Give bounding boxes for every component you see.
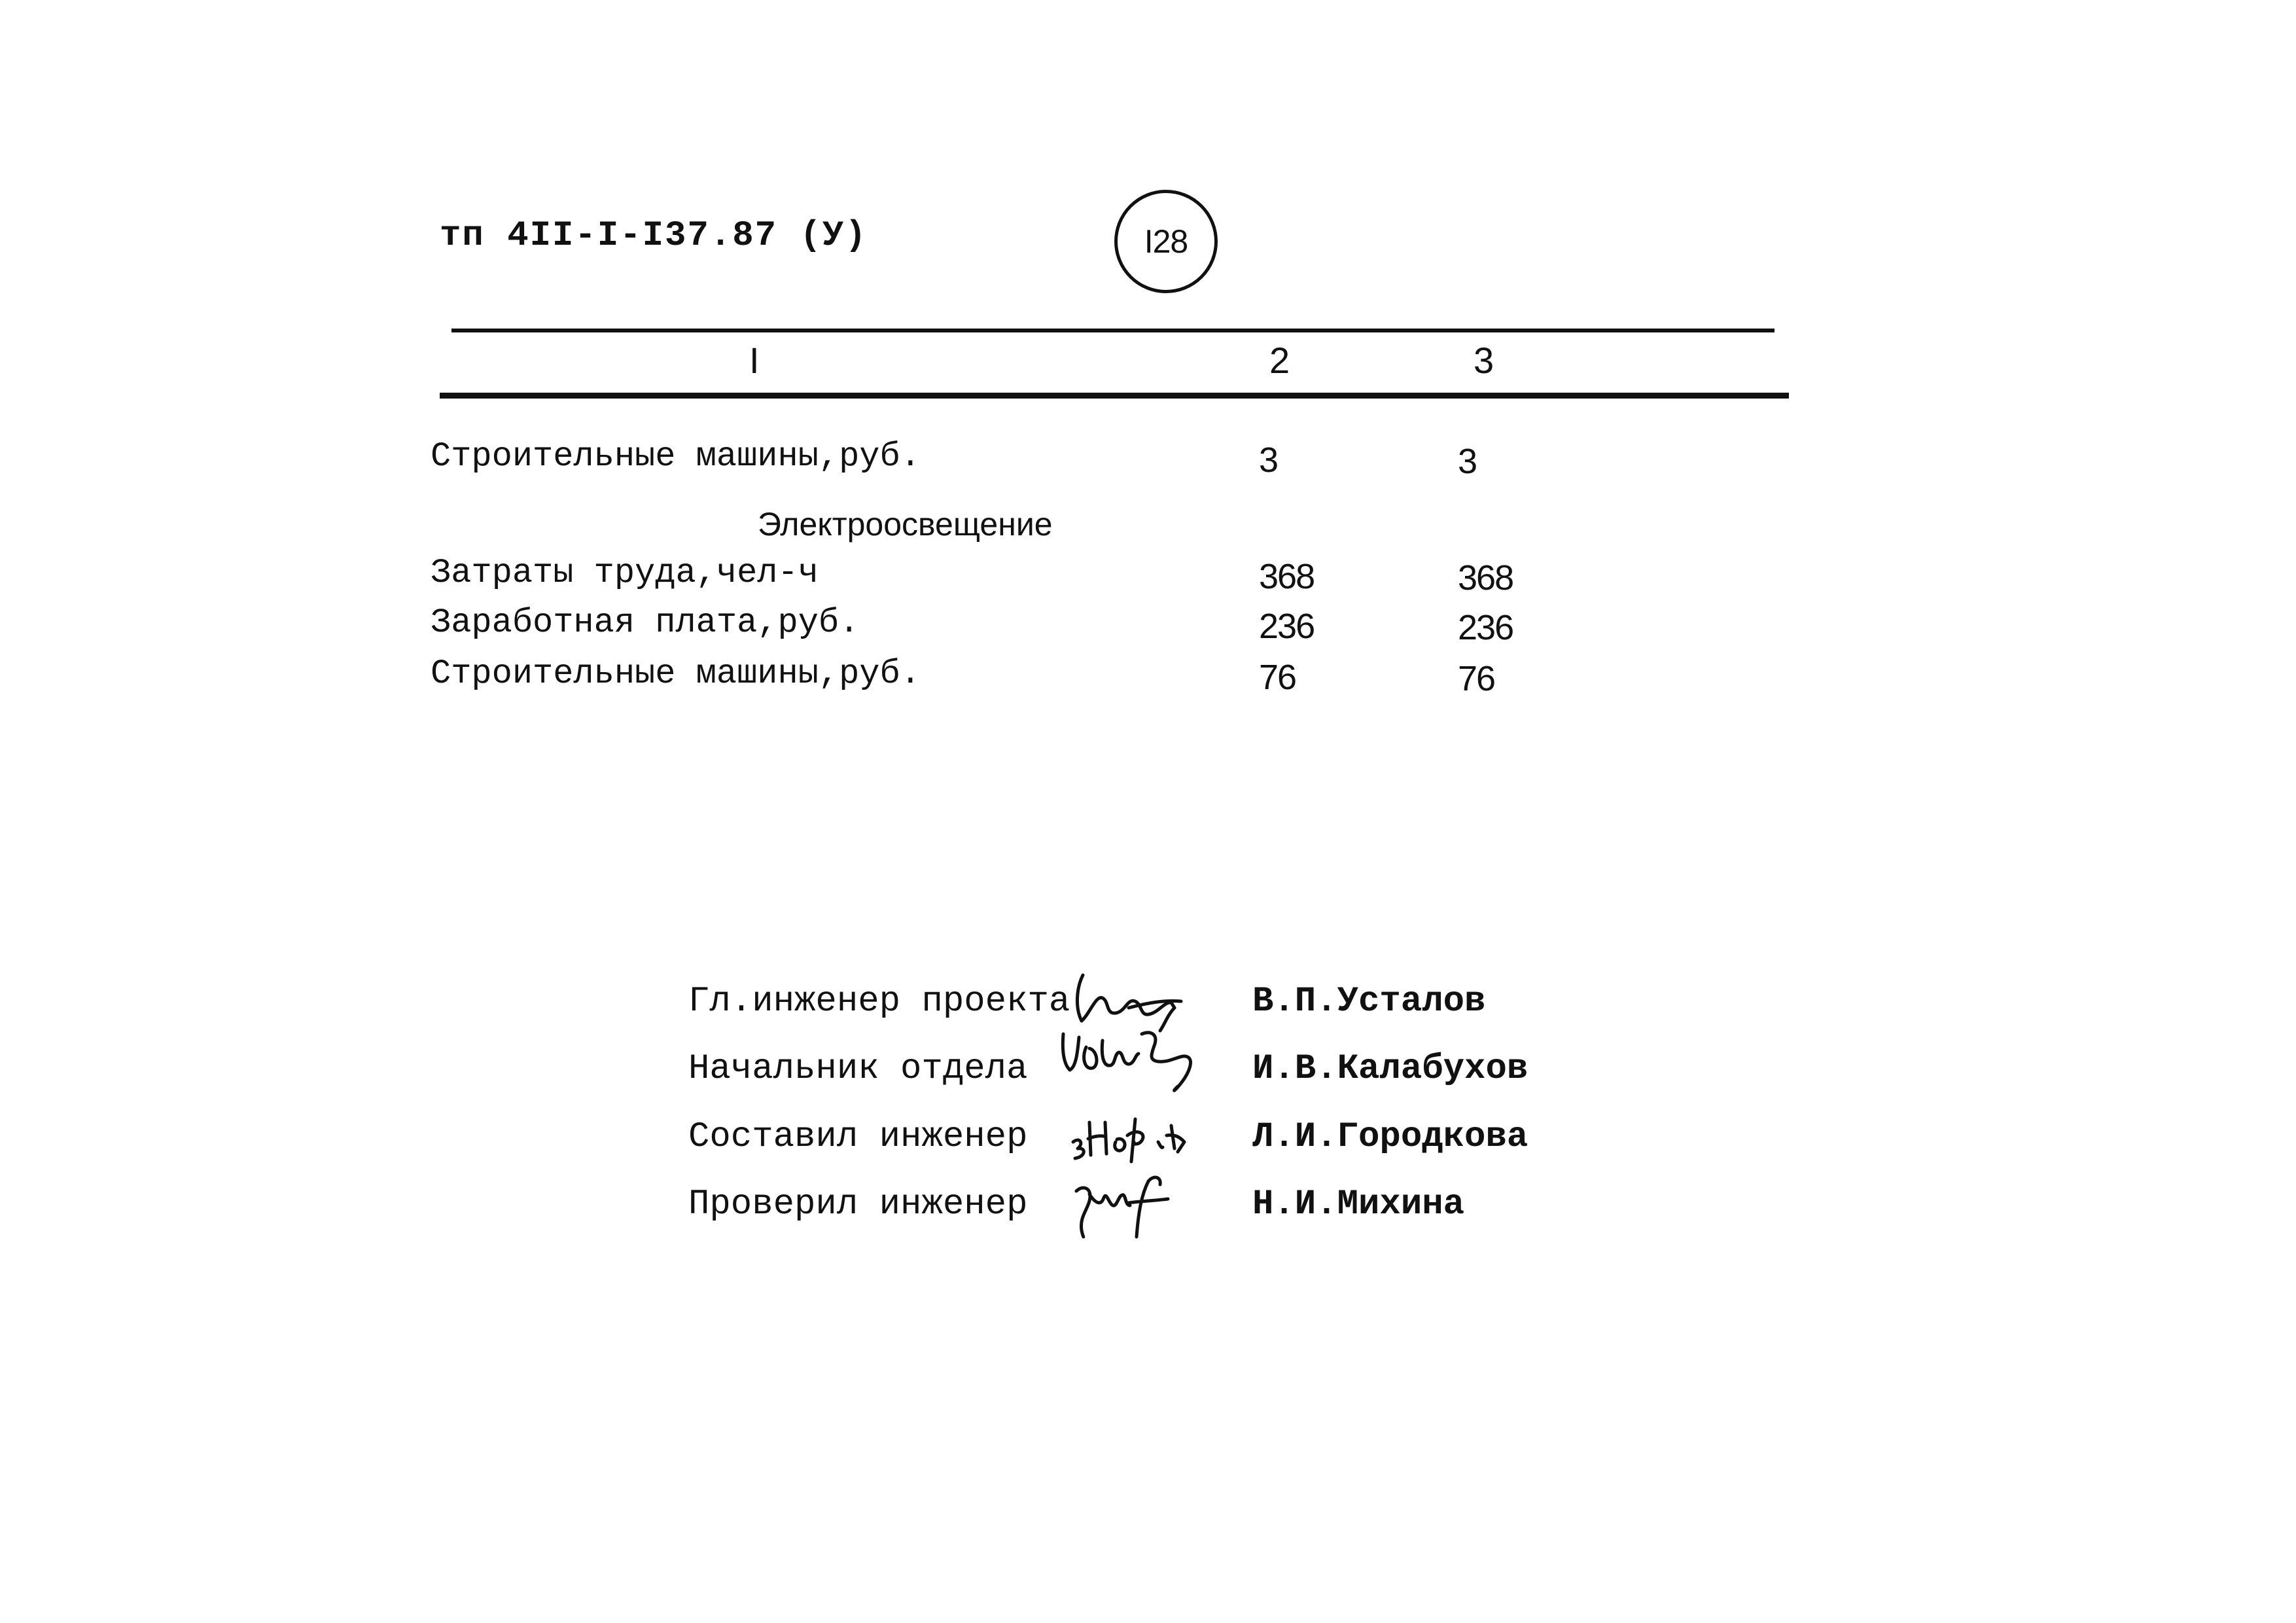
table-row-label: Затраты труда,чел-ч bbox=[431, 554, 819, 592]
signature-icon bbox=[1050, 1021, 1240, 1093]
signature-icon bbox=[1050, 1096, 1240, 1168]
table-row-label: Строительные машины,руб. bbox=[431, 654, 921, 693]
signature-title: Начальник отдела bbox=[688, 1049, 1028, 1089]
table-cell: 236 bbox=[1259, 607, 1315, 646]
table-top-rule bbox=[451, 329, 1775, 332]
table-row-label: Заработная плата,руб. bbox=[431, 603, 860, 642]
column-header-2: 2 bbox=[1269, 340, 1290, 381]
section-title: Электроосвещение bbox=[758, 506, 1053, 543]
signature-title: Гл.инженер проекта bbox=[688, 982, 1070, 1022]
table-cell: 76 bbox=[1259, 658, 1296, 697]
column-header-3: 3 bbox=[1474, 340, 1494, 381]
signatory-name: В.П.Усталов bbox=[1252, 982, 1486, 1022]
signatory-name: Л.И.Городкова bbox=[1252, 1117, 1528, 1157]
signature-title: Составил инженер bbox=[688, 1117, 1028, 1157]
document-code: тп 4II-I-I37.87 (У) bbox=[440, 216, 868, 256]
column-header-1: I bbox=[749, 340, 760, 381]
table-cell: 76 bbox=[1458, 659, 1495, 698]
table-header-rule bbox=[440, 393, 1789, 399]
table-cell: 3 bbox=[1259, 440, 1278, 480]
signatory-name: Н.И.Михина bbox=[1252, 1185, 1465, 1224]
signature-icon bbox=[1050, 1165, 1240, 1237]
table-cell: 368 bbox=[1259, 557, 1315, 596]
signature-title: Проверил инженер bbox=[688, 1185, 1028, 1224]
table-cell: 3 bbox=[1458, 442, 1477, 481]
table-row-label: Строительные машины,руб. bbox=[431, 437, 921, 476]
signatory-name: И.В.Калабухов bbox=[1252, 1049, 1528, 1089]
page-number: I28 bbox=[1144, 223, 1188, 260]
table-cell: 368 bbox=[1458, 558, 1513, 597]
table-cell: 236 bbox=[1458, 608, 1513, 647]
page-number-circle bbox=[1114, 190, 1218, 293]
